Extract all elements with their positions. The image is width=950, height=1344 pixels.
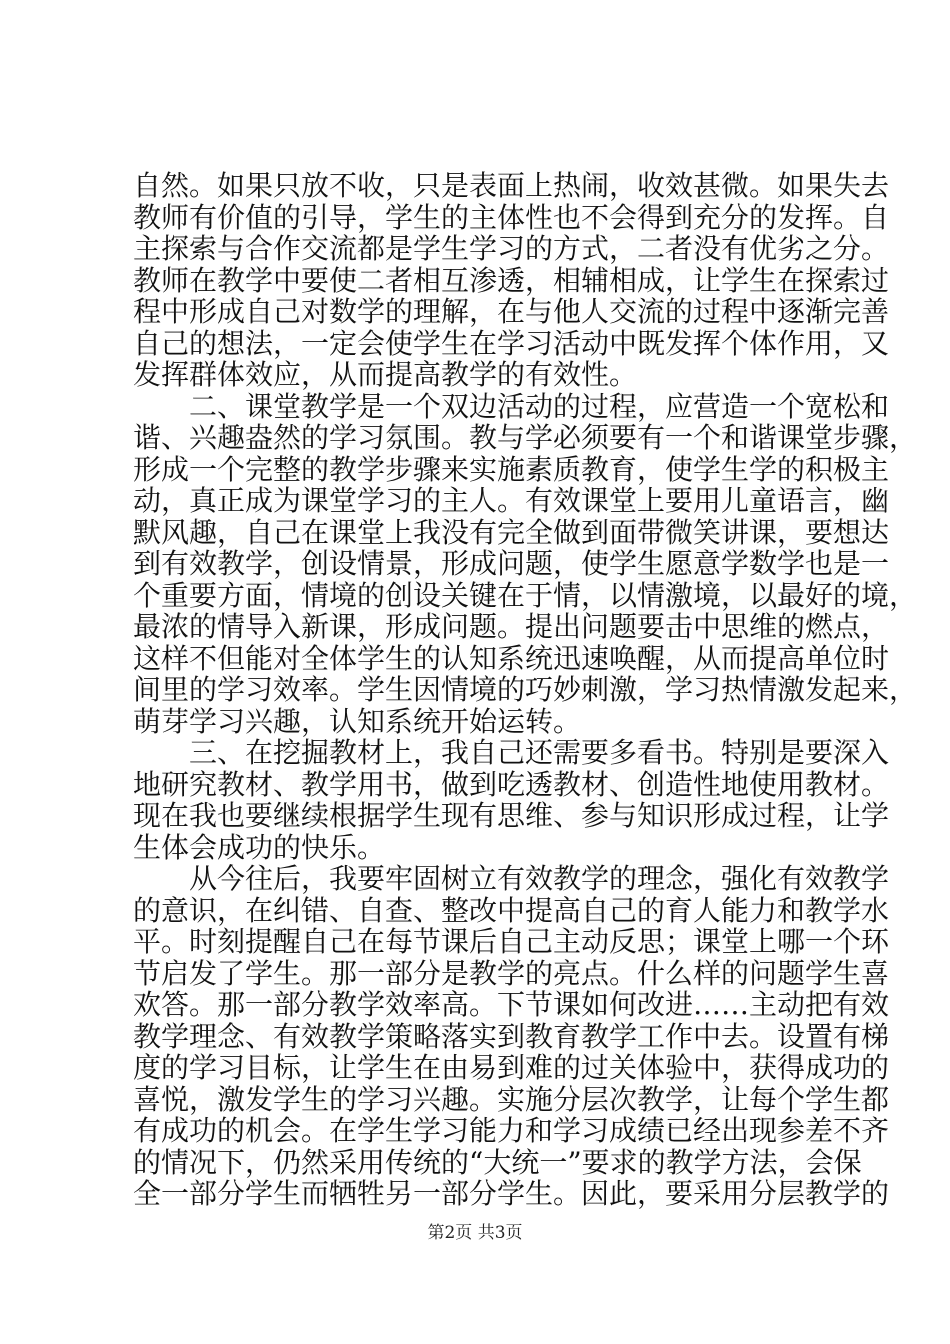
text-line: 喜悦，激发学生的学习兴趣。实施分层次教学，让每个学生都 xyxy=(133,1082,890,1116)
text-line: 谐、兴趣盎然的学习氛围。教与学必须要有一个和谐课堂步骤， xyxy=(133,421,918,454)
text-line: 间里的学习效率。学生因情境的巧妙刺激，学习热情激发起来， xyxy=(133,673,918,706)
text-line: 萌芽学习兴趣，认知系统开始运转。 xyxy=(133,704,582,738)
text-line: 自然。如果只放不收，只是表面上热闹，收效甚微。如果失去 xyxy=(133,169,890,202)
document-body xyxy=(133,169,918,1210)
text-line: 发挥群体效应，从而提高教学的有效性。 xyxy=(133,358,638,391)
text-line: 欢答。那一部分教学效率高。下节课如何改进……主动把有效 xyxy=(133,988,890,1021)
text-line: 平。时刻提醒自己在每节课后自己主动反思；课堂上哪一个环 xyxy=(133,925,890,958)
text-line: 有成功的机会。在学生学习能力和学习成绩已经出现参差不齐 xyxy=(133,1114,890,1147)
text-line: 到有效教学，创设情景，形成问题，使学生愿意学数学也是一 xyxy=(133,547,890,580)
text-line: 度的学习目标，让学生在由易到难的过关体验中，获得成功的 xyxy=(133,1051,890,1084)
text-line: 生体会成功的快乐。 xyxy=(133,830,386,864)
text-line: 的情况下，仍然采用传统的“大统一”要求的教学方法，会保 xyxy=(133,1145,862,1179)
text-line: 形成一个完整的教学步骤来实施素质教育，使学生学的积极主 xyxy=(133,452,890,486)
text-line: 从今往后，我要牢固树立有效教学的理念，强化有效教学 xyxy=(133,862,890,895)
text-line: 这样不但能对全体学生的认知系统迅速唤醒，从而提高单位时 xyxy=(133,641,890,675)
text-line: 节启发了学生。那一部分是教学的亮点。什么样的问题学生喜 xyxy=(133,956,890,990)
text-line: 二、课堂教学是一个双边活动的过程，应营造一个宽松和 xyxy=(133,389,890,423)
text-line: 教师有价值的引导，学生的主体性也不会得到充分的发挥。自 xyxy=(133,200,890,234)
text-line: 自己的想法，一定会使学生在学习活动中既发挥个体作用，又 xyxy=(133,326,890,360)
text-line: 主探索与合作交流都是学生学习的方式，二者没有优劣之分。 xyxy=(133,232,890,265)
text-line: 教学理念、有效教学策略落实到教育教学工作中去。设置有梯 xyxy=(133,1019,890,1053)
page-footer: 第2页 共3页 xyxy=(427,1223,523,1243)
text-line: 三、在挖掘教材上，我自己还需要多看书。特别是要深入 xyxy=(133,736,890,769)
text-line: 的意识，在纠错、自查、整改中提高自己的育人能力和教学水 xyxy=(133,893,890,927)
text-line: 个重要方面，情境的创设关键在于情，以情激境，以最好的境， xyxy=(133,578,918,612)
text-line: 教师在教学中要使二者相互渗透，相辅相成，让学生在探索过 xyxy=(133,263,890,297)
text-line: 全一部分学生而牺牲另一部分学生。因此，要采用分层教学的 xyxy=(133,1177,890,1210)
text-line: 动，真正成为课堂学习的主人。有效课堂上要用儿童语言，幽 xyxy=(133,484,890,517)
text-line: 现在我也要继续根据学生现有思维、参与知识形成过程，让学 xyxy=(133,799,890,832)
text-line: 程中形成自己对数学的理解，在与他人交流的过程中逐渐完善 xyxy=(133,295,890,328)
text-line: 最浓的情导入新课，形成问题。提出问题要击中思维的燃点， xyxy=(133,610,890,643)
text-line: 默风趣，自己在课堂上我没有完全做到面带微笑讲课，要想达 xyxy=(133,515,890,549)
text-line: 地研究教材、教学用书，做到吃透教材、创造性地使用教材。 xyxy=(133,767,890,801)
